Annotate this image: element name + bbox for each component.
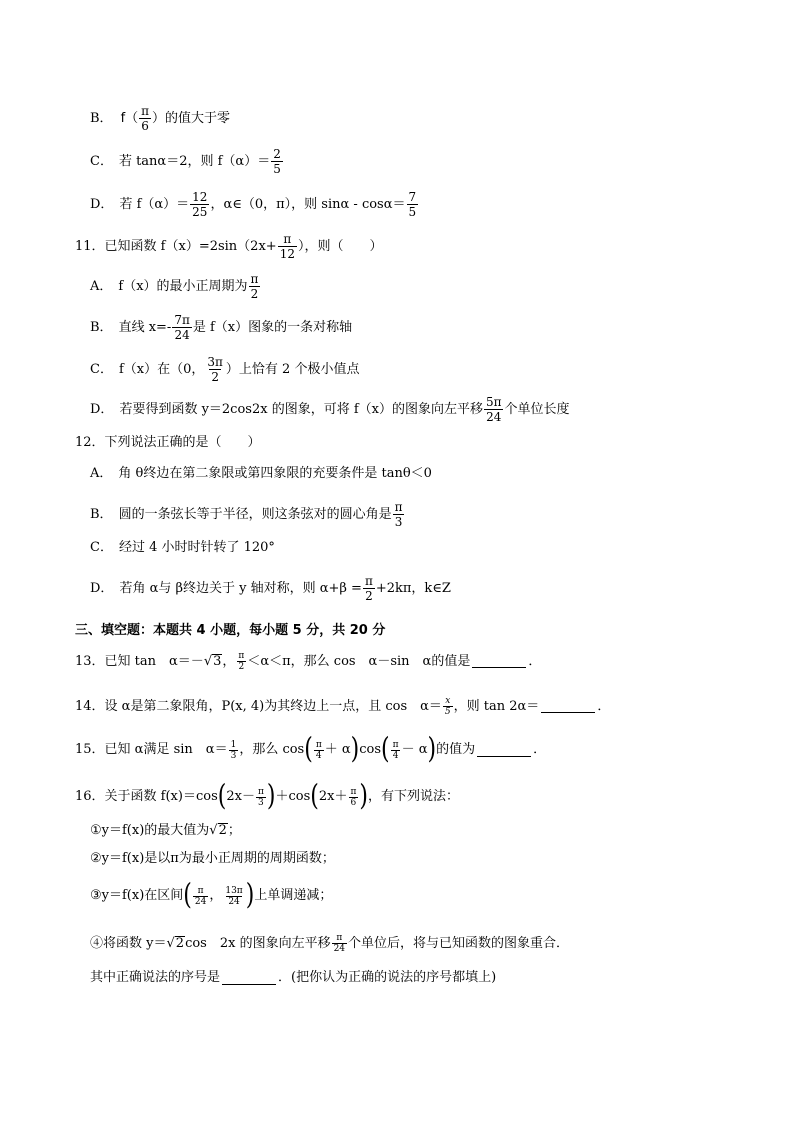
statement-text: ③y＝f(x)在区间 (90, 888, 184, 903)
right-paren: ) (427, 733, 437, 766)
fraction: $\frac{\pi}{4}$ (392, 739, 399, 761)
fraction: $\frac{1}{3}$ (230, 739, 237, 761)
option-text: 经过 4 小时时针转了 120° (118, 540, 275, 555)
q13 (75, 651, 541, 672)
option-label: B． (90, 319, 113, 335)
option-label: D． (90, 580, 114, 596)
question-text: 15．已知 α满足 sin α＝ (75, 742, 228, 757)
q15 (75, 733, 547, 766)
q12-option-a (90, 466, 432, 482)
fraction: $\frac{12}{25}$ (192, 190, 208, 219)
question-text: ， (222, 653, 236, 669)
question-text: 16．关于函数 f(x)＝cos (75, 789, 218, 804)
option-text: 个单位长度 (504, 401, 570, 417)
statement-text: ②y＝f(x)是以π为最小正周期的周期函数； (90, 851, 335, 866)
fraction: $\frac{\pi}{2}$ (364, 574, 373, 603)
q10-option-c (90, 147, 284, 176)
option-text: 直线 x=- (118, 319, 172, 335)
option-text: 若 tanα＝2，则 f（α）＝ (118, 153, 271, 169)
section-title: 三、填空题：本题共 4 小题，每小题 5 分，共 20 分 (75, 623, 386, 638)
option-label: D． (90, 196, 114, 212)
option-label: C． (90, 153, 113, 169)
option-text: f（x）的最小正周期为 (118, 278, 248, 294)
answer-blank[interactable] (472, 655, 526, 668)
option-label: C． (90, 540, 113, 555)
fraction: $\frac{13\pi}{24}$ (225, 885, 243, 907)
statement-text: cos 2x 的图象向左平移 (185, 935, 331, 951)
fraction: $\frac{7}{5}$ (408, 190, 417, 219)
left-paren: ( (183, 879, 192, 912)
left-paren: ( (304, 733, 313, 766)
statement-text: ； (227, 823, 241, 838)
option-text: 角 θ终边在第二象限或第四象限的充要条件是 tanθ＜0 (118, 466, 432, 481)
fraction: $\frac{\pi}{6}$ (141, 104, 150, 133)
statement-text: 上单调递减； (254, 888, 333, 903)
statement-text: 个单位后，将与已知函数的图象重合． (348, 935, 570, 951)
right-paren: ) (350, 733, 360, 766)
question-text: cos (359, 742, 382, 757)
option-text: f（ (120, 110, 139, 126)
fraction: $\frac{\pi}{2}$ (238, 651, 245, 672)
question-text: 12．下列说法正确的是（ ） (75, 435, 261, 450)
right-paren: ) (245, 879, 255, 912)
answer-blank[interactable] (477, 744, 531, 757)
fraction: $\frac{\pi}{12}$ (279, 232, 295, 261)
sqrt: √ 3 (203, 653, 222, 669)
statement-text: 其中正确说法的序号是 (90, 970, 221, 985)
option-label: A． (90, 278, 113, 294)
q11-option-b (90, 313, 352, 342)
question-text: 的值为 (436, 742, 476, 757)
fraction: $\frac{2}{5}$ (273, 147, 281, 176)
q12-option-b (90, 500, 405, 529)
q11-stem (75, 232, 382, 261)
fraction: $\frac{\pi}{24}$ (194, 885, 207, 907)
q11-option-c (90, 355, 359, 384)
q10-option-d (90, 190, 419, 219)
question-text: ，有下列说法： (367, 789, 459, 804)
q16-statement-4 (90, 933, 569, 954)
question-text: 14．设 α是第二象限角，P(x, 4)为其终边上一点，且 cos α＝ (75, 698, 442, 714)
q10-option-b (90, 104, 230, 133)
statement-text: ①y＝f(x)的最大值为 (90, 823, 210, 838)
question-text: ＋ α (324, 742, 351, 757)
q12-option-c (90, 540, 275, 556)
q16-stem (75, 780, 459, 813)
question-text: 2x＋ (318, 789, 348, 804)
option-label: A． (90, 466, 113, 481)
option-text: 圆的一条弦长等于半径，则这条弦对的圆心角是 (118, 506, 392, 522)
fraction: $\frac{7\pi}{24}$ (174, 313, 190, 342)
option-label: B． (90, 110, 113, 126)
fraction: $\frac{5\pi}{24}$ (485, 395, 502, 424)
option-text: ）上恰有 2 个极小值点 (225, 361, 360, 377)
statement-text: ④将函数 y＝ (90, 935, 167, 951)
question-text: ，则 tan 2α＝ (453, 698, 540, 714)
option-text: 若角 α与 β终边关于 y 轴对称，则 α+β = (119, 580, 362, 596)
question-text: ，那么 cos (239, 742, 305, 757)
fraction: $\frac{x}{5}$ (444, 696, 451, 717)
q11-option-d (90, 395, 570, 424)
q12-stem (75, 435, 261, 451)
option-text: 是 f（x）图象的一条对称轴 (192, 319, 353, 335)
left-paren: ( (381, 733, 390, 766)
q14 (75, 696, 610, 717)
option-text: f（x）在（0， (118, 361, 205, 377)
q16-statement-2 (90, 851, 335, 867)
option-text: 若 f（α）＝ (119, 196, 190, 212)
fraction: $\frac{\pi}{24}$ (333, 933, 346, 954)
sqrt: √ 2 (166, 935, 185, 951)
question-text: 11．已知函数 f（x）=2sin（2x+ (75, 238, 277, 254)
q16-conclusion (90, 970, 496, 986)
question-text: ． (597, 698, 611, 714)
fraction: $\frac{\pi}{2}$ (250, 272, 259, 301)
question-text: － α (401, 742, 428, 757)
answer-blank[interactable] (541, 700, 595, 713)
option-text: ，α∈（0，π），则 sinα - cosα＝ (210, 196, 406, 212)
fraction: $\frac{\pi}{3}$ (394, 500, 403, 529)
question-text: 2x－ (226, 789, 255, 804)
option-text: 若要得到函数 y＝2cos2x 的图象，可将 f（x）的图象向左平移 (119, 401, 483, 417)
q16-statement-1 (90, 823, 241, 839)
q11-option-a (90, 272, 261, 301)
fraction: $\frac{3\pi}{2}$ (207, 355, 223, 384)
section-heading (75, 623, 385, 639)
option-text: ）的值大于零 (152, 110, 231, 126)
option-text: +2kπ，k∈Z (375, 580, 451, 596)
option-label: B． (90, 506, 113, 522)
question-text: ＜α＜π，那么 cos α－sin α的值是 (247, 653, 471, 669)
question-text: ），则（ ） (297, 238, 383, 254)
left-paren: ( (310, 780, 319, 813)
right-paren: ) (359, 780, 368, 813)
question-text: ． (528, 653, 542, 669)
statement-text: ．(把你认为正确的说法的序号都填上) (278, 970, 497, 985)
right-paren: ) (266, 780, 276, 813)
left-paren: ( (217, 780, 227, 813)
question-text: ＋cos (275, 789, 311, 804)
q16-statement-3 (90, 879, 333, 912)
statement-text: ， (209, 888, 223, 903)
question-text: ． (533, 742, 547, 757)
sqrt: √ 2 (209, 823, 227, 838)
q12-option-d (90, 574, 451, 603)
question-text: 13．已知 tan α＝－ (75, 653, 204, 669)
answer-blank[interactable] (222, 972, 276, 985)
fraction: $\frac{\pi}{4}$ (315, 739, 322, 761)
fraction: $\frac{\pi}{3}$ (257, 786, 264, 808)
fraction: $\frac{\pi}{6}$ (350, 786, 357, 808)
option-label: D． (90, 401, 114, 417)
option-label: C． (90, 361, 113, 377)
